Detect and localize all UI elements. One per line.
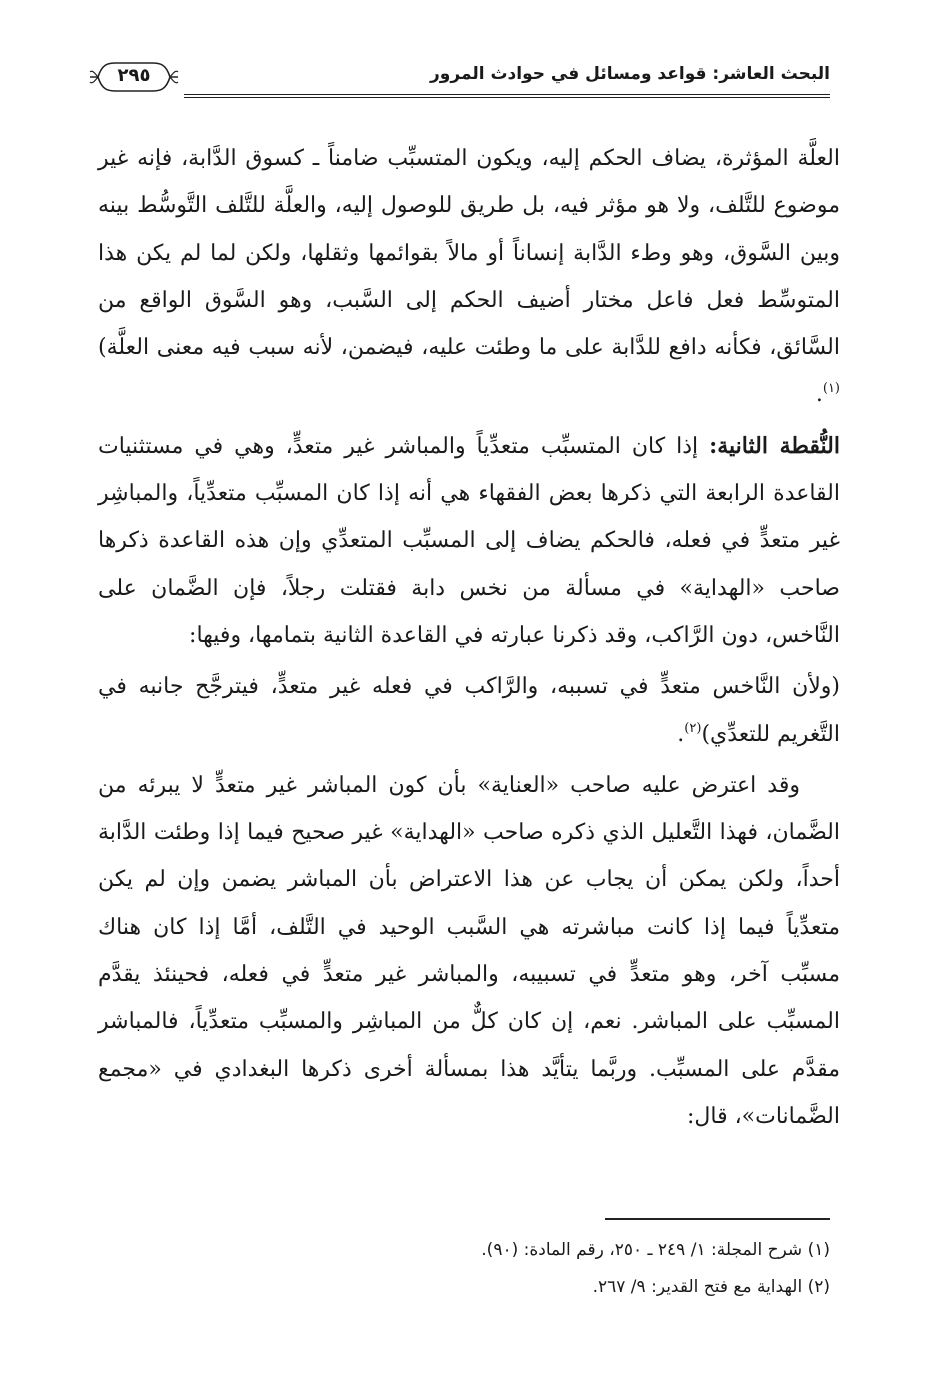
footnote-ref: (٢) bbox=[684, 720, 702, 736]
paragraph bbox=[98, 762, 840, 1140]
quotation bbox=[98, 663, 840, 758]
paragraph-text: إذا كان المتسبِّب متعدِّياً والمباشر غير متعدٍّ، وهي في مستثنيات القاعدة الرابعة التي ذكرها بعض الفقهاء هي أنه إذا كان المسبِّب متعدِّياً، والمباشِر غير متعدٍّ في فعله، فالحكم يضاف إلى المسبِّب المتعدِّي وإن هذه القاعدة ذكرها صاحب «الهداية» في مسألة من نخس دابة فقتلت رجلاً، فإن الضَّمان على النَّاخس، دون الرَّاكب، وقد ذكرنا عبارته في القاعدة الثانية بتمامها، وفيها: bbox=[98, 433, 840, 648]
punctuation: . bbox=[815, 382, 823, 408]
header-rule bbox=[184, 97, 830, 98]
paragraph bbox=[98, 135, 840, 419]
header-rule bbox=[184, 94, 830, 95]
page-header bbox=[88, 52, 830, 102]
paragraph bbox=[98, 423, 840, 659]
running-title: البحث العاشر: قواعد ومسائل في حوادث المرور bbox=[430, 64, 830, 84]
page-number-ornament bbox=[88, 60, 180, 94]
paragraph-text: وقد اعترض عليه صاحب «العناية» بأن كون المباشر غير متعدٍّ لا يبرئه من الضَّمان، فهذا التَّعليل الذي ذكره صاحب «الهداية» غير صحيح فيما إذا وطئت الدَّابة أحداً، ولكن يمكن أن يجاب عن هذا الاعتراض بأن المباشر يضمن وإن لم يكن متعدِّياً فيما إذا كانت مباشرته هي السَّبب الوحيد في التَّلف، أمَّا إذا كان هناك مسبِّب آخر، وهو متعدٍّ في تسبيبه، والمباشر غير متعدٍّ في فعله، فحينئذ يقدَّم المسبِّب على المباشر. نعم، إن كان كلٌّ من المباشِر والمسبِّب متعدِّياً، فالمباشر مقدَّم على المسبِّب. وربَّما يتأيَّد هذا بمسألة أخرى ذكرها البغدادي في «مجمع الضَّمانات»، قال: bbox=[98, 772, 840, 1129]
footnote: (٢) الهداية مع فتح القدير: ٩/ ٢٦٧. bbox=[592, 1277, 830, 1297]
quotation-text: (ولأن النَّاخس متعدٍّ في تسببه، والرَّاكب في فعله غير متعدٍّ، فيترجَّح جانبه في التَّغريم للتعدِّي) bbox=[98, 674, 840, 747]
punctuation: . bbox=[677, 721, 685, 747]
section-lead: النُّقطة الثانية: bbox=[709, 432, 840, 459]
footnote: (١) شرح المجلة: ١/ ٢٤٩ ـ ٢٥٠، رقم المادة: (٩٠). bbox=[481, 1240, 830, 1260]
footnote-ref: (١) bbox=[822, 381, 840, 397]
paragraph-text: العلَّة المؤثرة، يضاف الحكم إليه، ويكون المتسبِّب ضامناً ـ كسوق الدَّابة، فإنه غير موضوع للتَّلف، ولا هو مؤثر فيه، بل طريق للوصول إليه، والعلَّة للتَّلف التَّوسُّط بينه وبين السَّوق، وهو وطء الدَّابة إنساناً أو مالاً بقوائمها وثقلها، ولكن لما لم يكن هذا المتوسِّط فعل فاعل مختار أضيف الحكم إلى السَّبب، وهو السَّوق الواقع من السَّائق، فكأنه دافع للدَّابة على ما وطئت عليه، فيضمن، لأنه سبب فيه معنى العلَّة) bbox=[98, 146, 840, 361]
footnotes bbox=[95, 1232, 830, 1306]
page-number: ٢٩٥ bbox=[117, 65, 151, 86]
footnote-separator bbox=[605, 1218, 830, 1220]
main-text bbox=[98, 135, 840, 1140]
